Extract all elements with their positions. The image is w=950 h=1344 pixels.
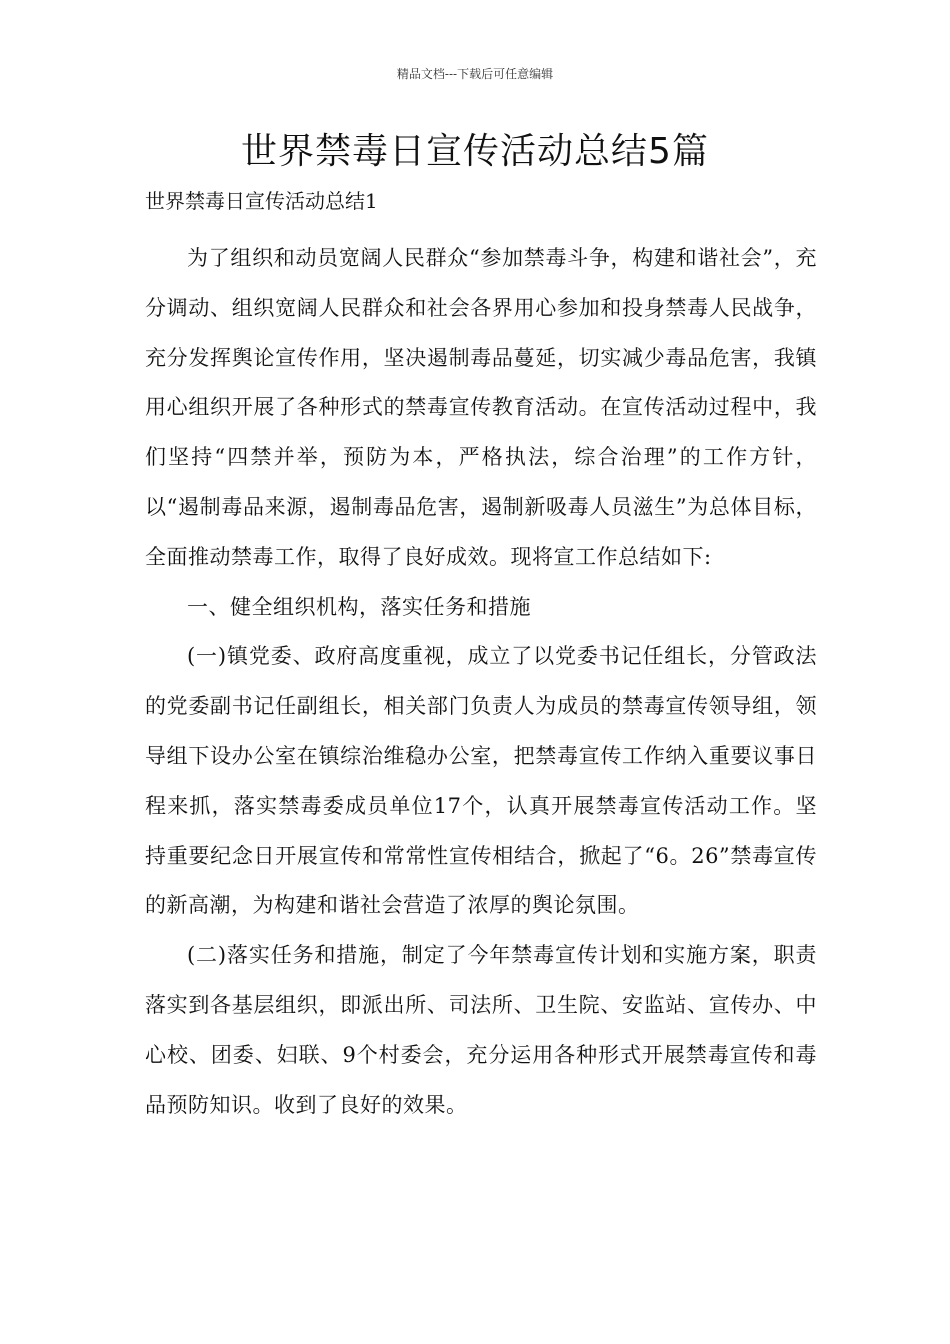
document-title: 世界禁毒日宣传活动总结5篇 [241, 131, 709, 172]
paragraph-heading-1: 一、健全组织机构，落实任务和措施 [187, 594, 531, 619]
paragraph-item-2: (二)落实任务和措施，制定了今年禁毒宣传计划和实施方案，职责落实到各基层组织，即派出所、司法所、卫生院、安监站、宣传办、中心校、团委、妇联、9个村委会，充分运用各种形式开展禁毒宣传和毒品预防知识。收到了良好的效果。 [145, 943, 817, 1117]
paragraph-item-1: (一)镇党委、政府高度重视，成立了以党委书记任组长，分管政法的党委副书记任副组长，相关部门负责人为成员的禁毒宣传领导组，领导组下设办公室在镇综治维稳办公室，把禁毒宣传工作纳入重要议事日程来抓，落实禁毒委成员单位17个，认真开展禁毒宣传活动工作。坚持重要纪念日开展宣传和常常性宣传相结合，掀起了“6。26”禁毒宣传的新高潮，为构建和谐社会营造了浓厚的舆论氛围。 [145, 644, 817, 918]
paragraph-intro: 为了组织和动员宽阔人民群众“参加禁毒斗争，构建和谐社会”，充分调动、组织宽阔人民群众和社会各界用心参加和投身禁毒人民战争，充分发挥舆论宣传作用，坚决遏制毒品蔓延，切实减少毒品危害，我镇用心组织开展了各种形式的禁毒宣传教育活动。在宣传活动过程中，我们坚持“四禁并举，预防为本，严格执法，综合治理”的工作方针，以“遏制毒品来源，遏制毒品危害，遏制新吸毒人员滋生”为总体目标，全面推动禁毒工作，取得了良好成效。现将宣工作总结如下: [145, 246, 817, 569]
document-body [145, 234, 817, 1130]
section-title: 世界禁毒日宣传活动总结1 [145, 189, 378, 213]
header-note: 精品文档---下载后可任意编辑 [396, 67, 554, 81]
